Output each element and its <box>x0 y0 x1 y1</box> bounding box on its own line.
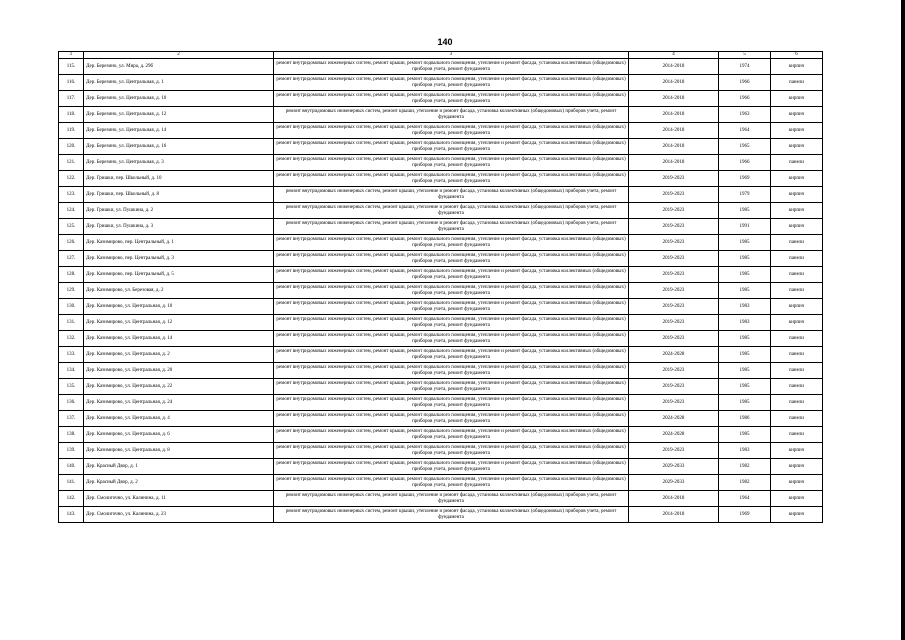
table-row <box>59 267 823 283</box>
period-cell: 2024-2028 <box>629 411 719 427</box>
table-row <box>59 395 823 411</box>
build-year-cell: 1983 <box>719 299 771 315</box>
address-cell: Дер. Березино, ул. Центральная, д. 3 <box>84 155 274 171</box>
row-number: 120. <box>59 139 84 155</box>
address-cell: Дер. Казимирово, ул. Центральная, д. 8 <box>84 443 274 459</box>
address-cell: Дер. Гришки, пер. Школьный, д. 10 <box>84 171 274 187</box>
wall-material-cell: панели <box>771 251 823 267</box>
build-year-cell: 1985 <box>719 235 771 251</box>
period-cell: 2019-2023 <box>629 315 719 331</box>
period-cell: 2019-2023 <box>629 219 719 235</box>
address-cell: Дер. Гришки, ул. Пушкина, д. 2 <box>84 203 274 219</box>
wall-material-cell: панели <box>771 427 823 443</box>
address-cell: Дер. Красный Двор, д. 2 <box>84 475 274 491</box>
wall-material-cell: кирпич <box>771 299 823 315</box>
address-cell: Дер. Смолигочно, ул. Калинина, д. 23 <box>84 507 274 523</box>
works-cell: ремонт внутридомовых инженерных систем, ремонт крыши, ремонт подвального помещения, утепление и ремонт фасада, установка коллективных (общедомовых) приборов учета, ремонт фундамента <box>274 59 629 75</box>
address-cell: Дер. Казимирово, пер. Центральный, д. 1 <box>84 235 274 251</box>
wall-material-cell: кирпич <box>771 507 823 523</box>
housing-repair-table <box>58 51 823 523</box>
wall-material-cell: кирпич <box>771 59 823 75</box>
page-number: 140 <box>437 37 453 47</box>
row-number: 134. <box>59 363 84 379</box>
works-cell: ремонт внутридомовых инженерных систем, ремонт крыши, утепление и ремонт фасада, установка коллективных (общедомовых) приборов учета, ремонт фундамента <box>274 507 629 523</box>
address-cell: Дер. Красный Двор, д. 1 <box>84 459 274 475</box>
works-cell: ремонт внутридомовых инженерных систем, ремонт крыши, ремонт подвального помещения, утепление и ремонт фасада, установка коллективных (общедомовых) приборов учета, ремонт фундамента <box>274 475 629 491</box>
address-cell: Дер. Березино, ул. Центральная, д. 16 <box>84 139 274 155</box>
works-cell: ремонт внутридомовых инженерных систем, ремонт крыши, ремонт подвального помещения, утепление и ремонт фасада, установка коллективных (общедомовых) приборов учета, ремонт фундамента <box>274 267 629 283</box>
table-row <box>59 379 823 395</box>
period-cell: 2014-2018 <box>629 59 719 75</box>
table-row <box>59 107 823 123</box>
wall-material-cell: панели <box>771 75 823 91</box>
works-cell: ремонт внутридомовых инженерных систем, ремонт крыши, ремонт подвального помещения, утепление и ремонт фасада, установка коллективных (общедомовых) приборов учета, ремонт фундамента <box>274 443 629 459</box>
build-year-cell: 1974 <box>719 59 771 75</box>
address-cell: Дер. Казимирово, ул. Центральная, д. 24 <box>84 395 274 411</box>
column-header: 6 <box>771 52 823 59</box>
column-header: 4 <box>629 52 719 59</box>
row-number: 132. <box>59 331 84 347</box>
period-cell: 2014-2018 <box>629 107 719 123</box>
table-row <box>59 155 823 171</box>
column-header: 2 <box>84 52 274 59</box>
row-number: 141. <box>59 475 84 491</box>
works-cell: ремонт внутридомовых инженерных систем, ремонт крыши, ремонт подвального помещения, утепление и ремонт фасада, установка коллективных (общедомовых) приборов учета, ремонт фундамента <box>274 171 629 187</box>
wall-material-cell: кирпич <box>771 315 823 331</box>
wall-material-cell: кирпич <box>771 91 823 107</box>
works-cell: ремонт внутридомовых инженерных систем, ремонт крыши, ремонт подвального помещения, утепление и ремонт фасада, установка коллективных (общедомовых) приборов учета, ремонт фундамента <box>274 91 629 107</box>
row-number: 115. <box>59 59 84 75</box>
works-cell: ремонт внутридомовых инженерных систем, ремонт крыши, утепление и ремонт фасада, установка коллективных (общедомовых) приборов учета, ремонт фундамента <box>274 107 629 123</box>
table-row <box>59 411 823 427</box>
column-header: 5 <box>719 52 771 59</box>
build-year-cell: 1963 <box>719 107 771 123</box>
works-cell: ремонт внутридомовых инженерных систем, ремонт крыши, утепление и ремонт фасада, установка коллективных (общедомовых) приборов учета, ремонт фундамента <box>274 491 629 507</box>
wall-material-cell: кирпич <box>771 491 823 507</box>
address-cell: Дер. Смолигочно, ул. Калинина, д. 11 <box>84 491 274 507</box>
works-cell: ремонт внутридомовых инженерных систем, ремонт крыши, ремонт подвального помещения, утепление и ремонт фасада, установка коллективных (общедомовых) приборов учета, ремонт фундамента <box>274 347 629 363</box>
works-cell: ремонт внутридомовых инженерных систем, ремонт крыши, ремонт подвального помещения, утепление и ремонт фасада, установка коллективных (общедомовых) приборов учета, ремонт фундамента <box>274 235 629 251</box>
works-cell: ремонт внутридомовых инженерных систем, ремонт крыши, утепление и ремонт фасада, установка коллективных (общедомовых) приборов учета, ремонт фундамента <box>274 219 629 235</box>
period-cell: 2014-2018 <box>629 75 719 91</box>
table-row <box>59 459 823 475</box>
row-number: 125. <box>59 219 84 235</box>
row-number: 126. <box>59 235 84 251</box>
address-cell: Дер. Казимирово, ул. Березовая, д. 2 <box>84 283 274 299</box>
row-number: 118. <box>59 107 84 123</box>
table-row <box>59 251 823 267</box>
build-year-cell: 1985 <box>719 267 771 283</box>
period-cell: 2014-2018 <box>629 123 719 139</box>
period-cell: 2029-2033 <box>629 459 719 475</box>
build-year-cell: 1985 <box>719 363 771 379</box>
row-number: 128. <box>59 267 84 283</box>
wall-material-cell: панели <box>771 395 823 411</box>
build-year-cell: 1964 <box>719 123 771 139</box>
build-year-cell: 1985 <box>719 283 771 299</box>
wall-material-cell: кирпич <box>771 443 823 459</box>
address-cell: Дер. Березино, ул. Центральная, д. 10 <box>84 91 274 107</box>
address-cell: Дер. Гришки, ул. Пушкина, д. 3 <box>84 219 274 235</box>
works-cell: ремонт внутридомовых инженерных систем, ремонт крыши, ремонт подвального помещения, утепление и ремонт фасада, установка коллективных (общедомовых) приборов учета, ремонт фундамента <box>274 363 629 379</box>
period-cell: 2014-2018 <box>629 507 719 523</box>
wall-material-cell: кирпич <box>771 459 823 475</box>
period-cell: 2019-2023 <box>629 283 719 299</box>
works-cell: ремонт внутридомовых инженерных систем, ремонт крыши, ремонт подвального помещения, утепление и ремонт фасада, установка коллективных (общедомовых) приборов учета, ремонт фундамента <box>274 459 629 475</box>
row-number: 138. <box>59 427 84 443</box>
row-number: 116. <box>59 75 84 91</box>
table-row <box>59 219 823 235</box>
period-cell: 2019-2023 <box>629 331 719 347</box>
row-number: 119. <box>59 123 84 139</box>
table-row <box>59 507 823 523</box>
wall-material-cell: панели <box>771 283 823 299</box>
row-number: 127. <box>59 251 84 267</box>
build-year-cell: 1983 <box>719 315 771 331</box>
address-cell: Дер. Казимирово, пер. Центральный, д. 3 <box>84 251 274 267</box>
period-cell: 2019-2023 <box>629 395 719 411</box>
table-row <box>59 299 823 315</box>
works-cell: ремонт внутридомовых инженерных систем, ремонт крыши, ремонт подвального помещения, утепление и ремонт фасада, установка коллективных (общедомовых) приборов учета, ремонт фундамента <box>274 123 629 139</box>
address-cell: Дер. Казимирово, ул. Центральная, д. 20 <box>84 363 274 379</box>
build-year-cell: 1982 <box>719 459 771 475</box>
row-number: 121. <box>59 155 84 171</box>
build-year-cell: 1964 <box>719 491 771 507</box>
period-cell: 2019-2023 <box>629 299 719 315</box>
row-number: 123. <box>59 187 84 203</box>
period-cell: 2014-2018 <box>629 155 719 171</box>
table-row <box>59 315 823 331</box>
row-number: 129. <box>59 283 84 299</box>
wall-material-cell: кирпич <box>771 475 823 491</box>
row-number: 136. <box>59 395 84 411</box>
row-number: 142. <box>59 491 84 507</box>
address-cell: Дер. Казимирово, ул. Центральная, д. 22 <box>84 379 274 395</box>
row-number: 137. <box>59 411 84 427</box>
works-cell: ремонт внутридомовых инженерных систем, ремонт крыши, ремонт подвального помещения, утепление и ремонт фасада, установка коллективных (общедомовых) приборов учета, ремонт фундамента <box>274 139 629 155</box>
period-cell: 2014-2018 <box>629 139 719 155</box>
table-row <box>59 75 823 91</box>
row-number: 140. <box>59 459 84 475</box>
table-body <box>59 59 823 523</box>
build-year-cell: 1985 <box>719 203 771 219</box>
works-cell: ремонт внутридомовых инженерных систем, ремонт крыши, ремонт подвального помещения, утепление и ремонт фасада, установка коллективных (общедомовых) приборов учета, ремонт фундамента <box>274 331 629 347</box>
row-number: 130. <box>59 299 84 315</box>
period-cell: 2019-2023 <box>629 203 719 219</box>
build-year-cell: 1985 <box>719 427 771 443</box>
period-cell: 2019-2023 <box>629 267 719 283</box>
scan-edge-border <box>901 0 905 640</box>
period-cell: 2014-2018 <box>629 91 719 107</box>
works-cell: ремонт внутридомовых инженерных систем, ремонт крыши, ремонт подвального помещения, утепление и ремонт фасада, установка коллективных (общедомовых) приборов учета, ремонт фундамента <box>274 299 629 315</box>
build-year-cell: 1969 <box>719 171 771 187</box>
table-row <box>59 331 823 347</box>
period-cell: 2024-2028 <box>629 427 719 443</box>
table-row <box>59 347 823 363</box>
build-year-cell: 1983 <box>719 443 771 459</box>
works-cell: ремонт внутридомовых инженерных систем, ремонт крыши, ремонт подвального помещения, утепление и ремонт фасада, установка коллективных (общедомовых) приборов учета, ремонт фундамента <box>274 75 629 91</box>
table-row <box>59 363 823 379</box>
table-row <box>59 443 823 459</box>
works-cell: ремонт внутридомовых инженерных систем, ремонт крыши, утепление и ремонт фасада, установка коллективных (общедомовых) приборов учета, ремонт фундамента <box>274 187 629 203</box>
table-row <box>59 59 823 75</box>
column-header: 3 <box>274 52 629 59</box>
period-cell: 2029-2033 <box>629 475 719 491</box>
wall-material-cell: панели <box>771 363 823 379</box>
wall-material-cell: кирпич <box>771 123 823 139</box>
works-cell: ремонт внутридомовых инженерных систем, ремонт крыши, ремонт подвального помещения, утепление и ремонт фасада, установка коллективных (общедомовых) приборов учета, ремонт фундамента <box>274 395 629 411</box>
row-number: 117. <box>59 91 84 107</box>
address-cell: Дер. Казимирово, ул. Центральная, д. 10 <box>84 299 274 315</box>
wall-material-cell: кирпич <box>771 203 823 219</box>
build-year-cell: 1966 <box>719 75 771 91</box>
address-cell: Дер. Березино, ул. Центральная, д. 14 <box>84 123 274 139</box>
row-number: 143. <box>59 507 84 523</box>
wall-material-cell: кирпич <box>771 107 823 123</box>
row-number: 135. <box>59 379 84 395</box>
build-year-cell: 1966 <box>719 155 771 171</box>
build-year-cell: 1985 <box>719 395 771 411</box>
column-header: 1 <box>59 52 84 59</box>
table-row <box>59 235 823 251</box>
build-year-cell: 1966 <box>719 91 771 107</box>
wall-material-cell: кирпич <box>771 219 823 235</box>
works-cell: ремонт внутридомовых инженерных систем, ремонт крыши, ремонт подвального помещения, утепление и ремонт фасада, установка коллективных (общедомовых) приборов учета, ремонт фундамента <box>274 283 629 299</box>
period-cell: 2024-2028 <box>629 347 719 363</box>
table-row <box>59 427 823 443</box>
build-year-cell: 1969 <box>719 507 771 523</box>
row-number: 124. <box>59 203 84 219</box>
address-cell: Дер. Гришки, пер. Школьный, д. 8 <box>84 187 274 203</box>
table-row <box>59 91 823 107</box>
wall-material-cell: панели <box>771 235 823 251</box>
build-year-cell: 1985 <box>719 379 771 395</box>
address-cell: Дер. Казимирово, ул. Центральная, д. 4 <box>84 411 274 427</box>
address-cell: Дер. Казимирово, ул. Центральная, д. 14 <box>84 331 274 347</box>
table-row <box>59 139 823 155</box>
period-cell: 2014-2018 <box>629 491 719 507</box>
table-row <box>59 491 823 507</box>
wall-material-cell: панели <box>771 155 823 171</box>
works-cell: ремонт внутридомовых инженерных систем, ремонт крыши, ремонт подвального помещения, утепление и ремонт фасада, установка коллективных (общедомовых) приборов учета, ремонт фундамента <box>274 379 629 395</box>
period-cell: 2019-2023 <box>629 363 719 379</box>
address-cell: Дер. Казимирово, пер. Центральный, д. 5 <box>84 267 274 283</box>
wall-material-cell: панели <box>771 379 823 395</box>
row-number: 131. <box>59 315 84 331</box>
build-year-cell: 1985 <box>719 331 771 347</box>
table-row <box>59 187 823 203</box>
column-number-row <box>59 52 823 59</box>
works-cell: ремонт внутридомовых инженерных систем, ремонт крыши, ремонт подвального помещения, утепление и ремонт фасада, установка коллективных (общедомовых) приборов учета, ремонт фундамента <box>274 315 629 331</box>
address-cell: Дер. Казимирово, ул. Центральная, д. 2 <box>84 347 274 363</box>
build-year-cell: 1985 <box>719 251 771 267</box>
table-row <box>59 283 823 299</box>
wall-material-cell: панели <box>771 267 823 283</box>
build-year-cell: 1985 <box>719 347 771 363</box>
row-number: 133. <box>59 347 84 363</box>
period-cell: 2019-2023 <box>629 235 719 251</box>
row-number: 122. <box>59 171 84 187</box>
build-year-cell: 1979 <box>719 187 771 203</box>
works-cell: ремонт внутридомовых инженерных систем, ремонт крыши, ремонт подвального помещения, утепление и ремонт фасада, установка коллективных (общедомовых) приборов учета, ремонт фундамента <box>274 251 629 267</box>
period-cell: 2019-2023 <box>629 443 719 459</box>
address-cell: Дер. Казимирово, ул. Центральная, д. 12 <box>84 315 274 331</box>
wall-material-cell: панели <box>771 411 823 427</box>
period-cell: 2019-2023 <box>629 251 719 267</box>
build-year-cell: 1991 <box>719 219 771 235</box>
table-row <box>59 475 823 491</box>
table-row <box>59 203 823 219</box>
wall-material-cell: кирпич <box>771 171 823 187</box>
address-cell: Дер. Березино, ул. Мира, д. 29б <box>84 59 274 75</box>
wall-material-cell: кирпич <box>771 139 823 155</box>
period-cell: 2019-2023 <box>629 379 719 395</box>
works-cell: ремонт внутридомовых инженерных систем, ремонт крыши, ремонт подвального помещения, утепление и ремонт фасада, установка коллективных (общедомовых) приборов учета, ремонт фундамента <box>274 411 629 427</box>
works-cell: ремонт внутридомовых инженерных систем, ремонт крыши, ремонт подвального помещения, утепление и ремонт фасада, установка коллективных (общедомовых) приборов учета, ремонт фундамента <box>274 155 629 171</box>
table-row <box>59 171 823 187</box>
works-cell: ремонт внутридомовых инженерных систем, ремонт крыши, ремонт подвального помещения, утепление и ремонт фасада, установка коллективных (общедомовых) приборов учета, ремонт фундамента <box>274 427 629 443</box>
wall-material-cell: кирпич <box>771 187 823 203</box>
wall-material-cell: панели <box>771 347 823 363</box>
address-cell: Дер. Березино, ул. Центральная, д. 1 <box>84 75 274 91</box>
row-number: 139. <box>59 443 84 459</box>
works-cell: ремонт внутридомовых инженерных систем, ремонт крыши, утепление и ремонт фасада, установка коллективных (общедомовых) приборов учета, ремонт фундамента <box>274 203 629 219</box>
address-cell: Дер. Казимирово, ул. Центральная, д. 6 <box>84 427 274 443</box>
period-cell: 2019-2023 <box>629 187 719 203</box>
build-year-cell: 1965 <box>719 139 771 155</box>
build-year-cell: 1986 <box>719 411 771 427</box>
table-row <box>59 123 823 139</box>
period-cell: 2019-2023 <box>629 171 719 187</box>
build-year-cell: 1982 <box>719 475 771 491</box>
wall-material-cell: панели <box>771 331 823 347</box>
address-cell: Дер. Березино, ул. Центральная, д. 12 <box>84 107 274 123</box>
